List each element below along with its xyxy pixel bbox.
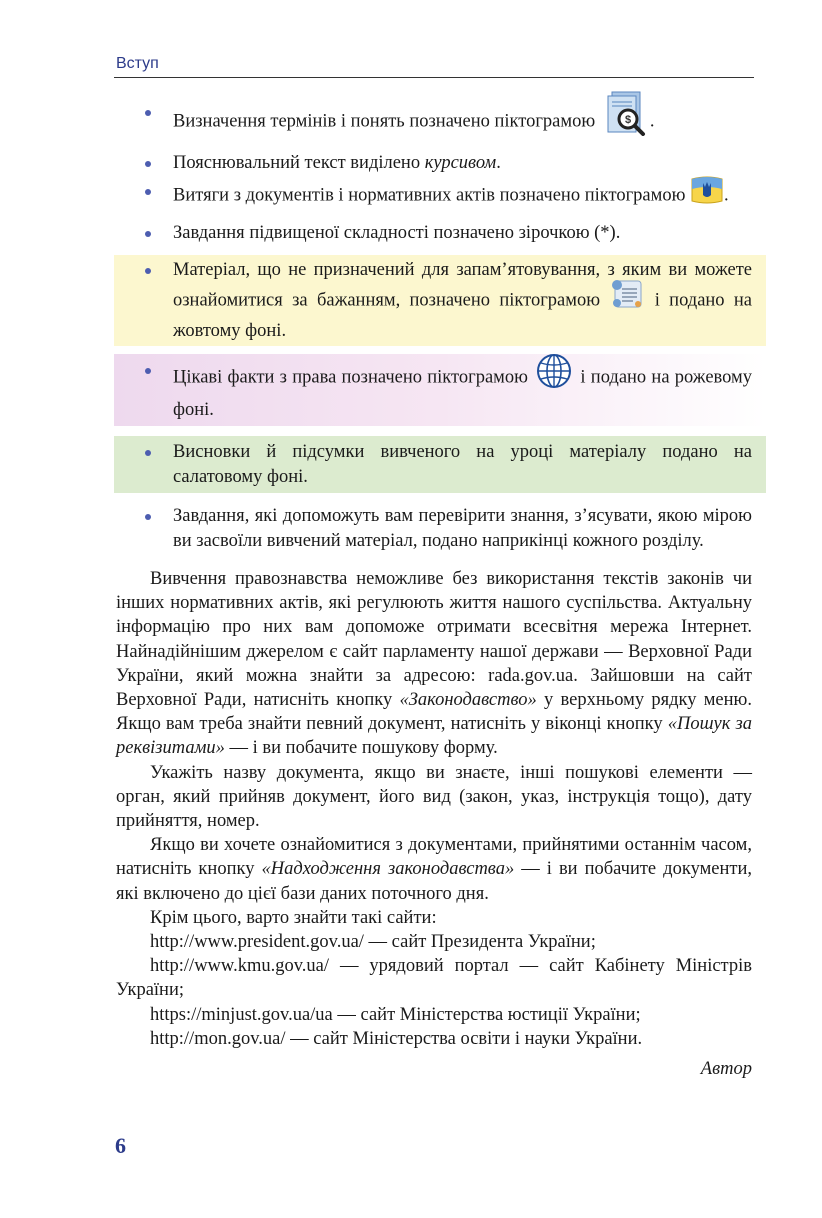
bullet-dot: [145, 161, 151, 167]
svg-text:$: $: [624, 114, 631, 126]
ukraine-coat-of-arms-icon: [690, 175, 724, 213]
list-item-italic: [114, 151, 766, 176]
paragraph-text: Вивчення правознавства неможливе без використання текстів законів чи інших нормативних актів, які регулюють життя нашого суспільства. Актуальну інформацію про них вам допоможе отримати всесвітня мережа Інтернет. Найнадійнішим джерелом є сайт парламенту нашої держави — Верховної Ради України, який можна знайти за адресою: rada.gov.ua. Зайшовши на сайт Верховної Ради, натисніть кнопку: [116, 569, 752, 711]
list-item-end: .: [724, 185, 729, 206]
scroll-document-icon: [609, 275, 645, 319]
italic-text: «Надходження законодавства»: [261, 859, 515, 880]
site-link-president: http://www.president.gov.ua/ — сайт Президента України;: [150, 932, 596, 953]
bullet-dot: [145, 189, 151, 195]
italic-word: курсивом: [424, 153, 497, 173]
paragraph: Укажіть назву документа, якщо ви знаєте, інші пошукові елементи — орган, який прийняв документ, його вид (закон, указ, інструкція тощо), дату прийняття, номер.: [116, 762, 752, 832]
paragraph: [116, 567, 752, 761]
list-item-text: Визначення термінів і понять позначено піктограмою: [173, 111, 596, 132]
list-item-tasks: [114, 504, 766, 554]
list-item-text: Цікаві факти з права позначено піктограмою: [173, 367, 528, 388]
list-item-text: Пояснювальний текст виділено: [173, 153, 425, 173]
list-item-end: і подано на рожевому фоні.: [173, 367, 753, 420]
site-link-minjust: https://minjust.gov.ua/ua — сайт Міністерства юстиції України;: [150, 1004, 641, 1025]
list-item-green: [114, 436, 766, 493]
paragraph: Крім цього, варто знайти такі сайти:: [150, 907, 437, 928]
header-divider: [114, 77, 754, 78]
site-link-mon: http://mon.gov.ua/ — сайт Міністерства освіти і науки України.: [150, 1028, 643, 1049]
bullet-dot: [145, 514, 151, 520]
bullet-dot: [145, 450, 151, 456]
list-item-end: і подано на жовтому фоні.: [173, 290, 752, 341]
paragraph: [116, 833, 752, 906]
legend-list: [114, 100, 766, 554]
italic-text: «Пошук за реквізитами»: [116, 714, 752, 759]
site-link-kmu: http://www.kmu.gov.ua/ — урядовий портал — сайт Кабінету Міністрів України;: [116, 956, 752, 1001]
paragraph-text: Якщо ви хочете ознайомитися з документами, прийнятими останнім часом, натисніть кнопку: [116, 835, 752, 880]
italic-text: «Законодавство»: [399, 690, 537, 711]
list-item-yellow: [114, 255, 766, 346]
list-item-end: .: [496, 153, 501, 173]
author-signature: Автор: [700, 1059, 752, 1080]
list-item-text: Матеріал, що не призначений для запам’ятовування, з яким ви можете ознайомитися за бажанням, позначено піктограмою: [173, 260, 752, 311]
list-item-pink: [114, 354, 766, 426]
list-item-text: Завдання, які допоможуть вам перевірити знання, з’ясувати, якою мірою ви засвоїли вивчений матеріал, подано наприкінці кожного розділу.: [173, 506, 752, 551]
bullet-dot: [145, 268, 151, 274]
list-item-documents: [114, 179, 766, 213]
list-item-terms: [114, 100, 766, 144]
list-item-end: .: [649, 111, 655, 132]
magnifier-document-icon: [606, 90, 650, 144]
list-item-text: Завдання підвищеної складності позначено зірочкою (*).: [173, 223, 621, 243]
paragraph-text: у верхньому рядку меню. Якщо вам треба знайти певний документ, натисніть у віконці кнопку: [116, 690, 752, 735]
paragraph-text: — і ви побачите пошукову форму.: [224, 738, 498, 759]
list-item-text: Висновки й підсумки вивченого на уроці матеріалу подано на салатовому фоні.: [173, 442, 752, 487]
page-number: 6: [115, 1133, 126, 1158]
list-item-asterisk: [114, 221, 766, 246]
bullet-dot: [145, 368, 151, 374]
bullet-dot: [145, 231, 151, 237]
globe-icon: [535, 352, 573, 398]
bullet-dot: [145, 110, 151, 116]
section-header: Вступ: [116, 55, 159, 72]
body-text: [116, 567, 752, 1081]
list-item-text: Витяги з документів і нормативних актів позначено піктограмою: [173, 185, 686, 206]
paragraph-text: — і ви побачите документи, які включено до цієї бази даних поточного дня.: [116, 859, 753, 904]
